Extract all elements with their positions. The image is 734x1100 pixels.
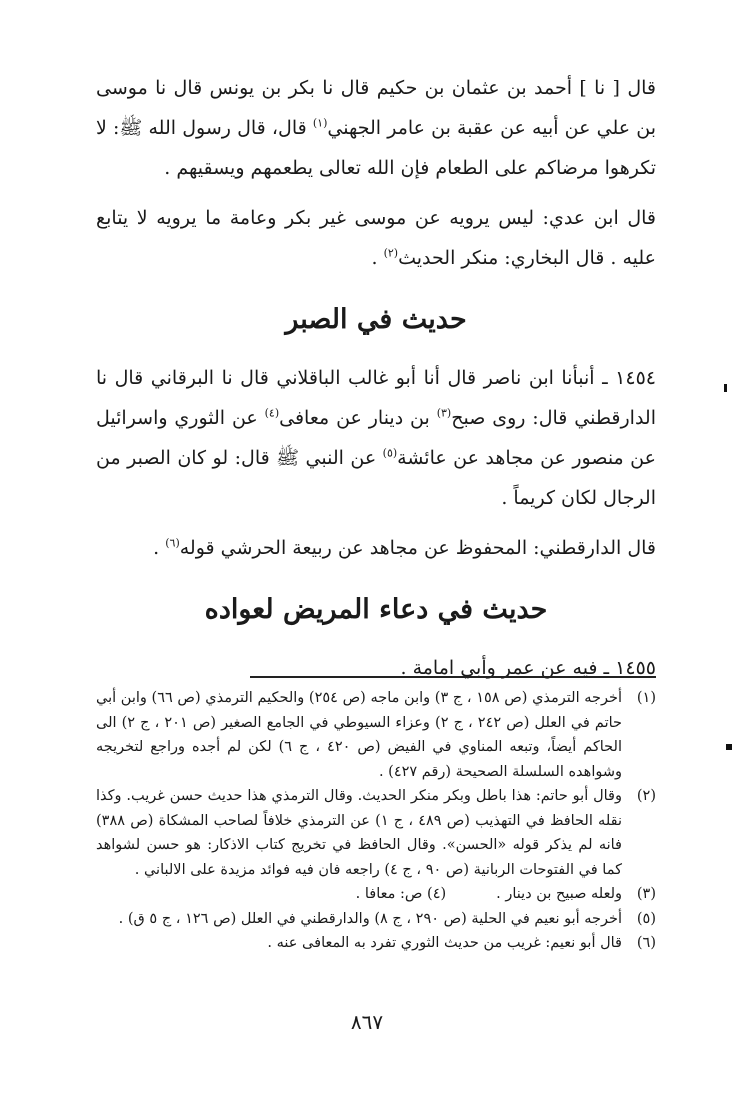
footnote-6 — [96, 931, 656, 956]
paragraph-2-end: . — [371, 247, 384, 269]
footnote-6-text: قال أبو نعيم: غريب من حديث الثوري تفرد به المعافى عنه . — [267, 935, 622, 951]
main-text — [96, 68, 656, 688]
footnote-4-number: (٤) — [427, 886, 447, 902]
footnote-3-4 — [96, 882, 656, 907]
scan-mark — [726, 744, 732, 750]
footnotes — [96, 686, 656, 956]
paragraph-daraqutni-end: . — [153, 537, 166, 559]
footnote-2 — [96, 784, 656, 882]
paragraph-2-text: قال ابن عدي: ليس يرويه عن موسى غير بكر وعامة ما يرويه لا يتابع عليه . قال البخاري: منكر الحديث — [96, 207, 656, 269]
hadith-1454-text-b: بن دينار عن معافى — [279, 407, 437, 429]
footnote-divider — [250, 676, 656, 678]
hadith-1454-text-c: عن الثوري واسرائيل عن منصور عن مجاهد عن عائشة — [96, 407, 656, 469]
footnote-1 — [96, 686, 656, 784]
paragraph-2 — [96, 198, 656, 278]
footnote-ref-1: (١) — [312, 116, 328, 130]
hadith-1454 — [96, 358, 656, 518]
hadith-1455: ١٤٥٥ ـ فيه عن عمر وأبي امامة . — [400, 657, 656, 679]
footnote-2-text: وقال أبو حاتم: هذا باطل وبكر منكر الحديث. وقال الترمذي هذا حديث حسن غريب. وكذا نقله الحافظ في التهذيب (ص ٤٨٩ ، ج ١) عن الترمذي خلافاً لصاحب المشكاة (ص ٣٨٨) فانه لم يذكر قوله «الحسن». وقال الحافظ في تخريج كتاب الاذكار: هو حسن لشواهد كما في الفتوحات الربانية (ص ٩٠ ، ج ٤) راجعه فان فيه فوائد مزيدة على الالباني . — [96, 788, 622, 878]
paragraph-1-text-cont: قال، قال رسول الله ﷺ: لا تكرهوا مرضاكم على الطعام فإن الله تعالى يطعمهم ويسقيهم . — [96, 117, 656, 179]
footnote-1-number: (١) — [636, 690, 656, 706]
footnote-ref-5: (٥) — [382, 446, 398, 460]
section-heading-patience: حديث في الصبر — [285, 304, 467, 335]
paragraph-1-text: قال [ نا ] أحمد بن عثمان بن حكيم قال نا بكر بن يونس قال نا موسى بن علي عن أبيه عن عقبة بن عامر الجهني — [96, 77, 657, 139]
paragraph-daraqutni — [96, 528, 656, 568]
paragraph-1 — [96, 68, 656, 188]
footnote-4-text: ص: معافا . — [355, 886, 423, 902]
footnote-1-text: أخرجه الترمذي (ص ١٥٨ ، ج ٣) وابن ماجه (ص ٢٥٤) والحكيم الترمذي (ص ٦٦) وابن أبي حاتم في العلل (ص ٢٤٢ ، ج ٢) وعزاء السيوطي في الجامع الصغير (ص ٢٠١ ، ج ٢) الى الحاكم أيضاً، وتبعه المناوي في الفيض (ص ٤٢٠ ، ج ٦) لكن لم أجده وراجع لتخريجه وشواهده السلسلة الصحيحة (رقم ٤٢٧) . — [96, 690, 622, 780]
footnote-5-text: أخرجه أبو نعيم في الحلية (ص ٢٩٠ ، ج ٨) والدارقطني في العلل (ص ١٢٦ ، ج ٥ ق) . — [118, 910, 622, 927]
footnote-ref-6: (٦) — [165, 536, 180, 550]
hadith-1454-text-d: عن النبي ﷺ قال: لو كان الصبر من الرجال لكان كريماً . — [96, 447, 656, 509]
section-heading-sick-prayer: حديث في دعاء المريض لعواده — [204, 594, 548, 625]
hadith-1454-text-a: ١٤٥٤ ـ أنبأنا ابن ناصر قال أنا أبو غالب الباقلاني قال نا البرقاني قال نا الدارقطني قال: روى صبح — [96, 367, 656, 429]
footnote-ref-2: (٢) — [383, 246, 399, 260]
scan-mark — [724, 384, 727, 392]
footnote-2-number: (٢) — [636, 788, 656, 804]
page-number: ٨٦٧ — [350, 1010, 384, 1034]
footnote-ref-4: (٤) — [264, 406, 280, 420]
footnote-5-number: (٥) — [636, 910, 656, 927]
paragraph-daraqutni-text: قال الدارقطني: المحفوظ عن مجاهد عن ربيعة الحرشي قوله — [179, 537, 656, 559]
footnote-6-number: (٦) — [636, 935, 656, 951]
footnote-3-text: ولعله صبيح بن دينار . — [496, 886, 622, 902]
footnote-5 — [96, 907, 656, 932]
footnote-ref-3: (٣) — [436, 406, 452, 420]
footnote-3-number: (٣) — [636, 886, 656, 902]
